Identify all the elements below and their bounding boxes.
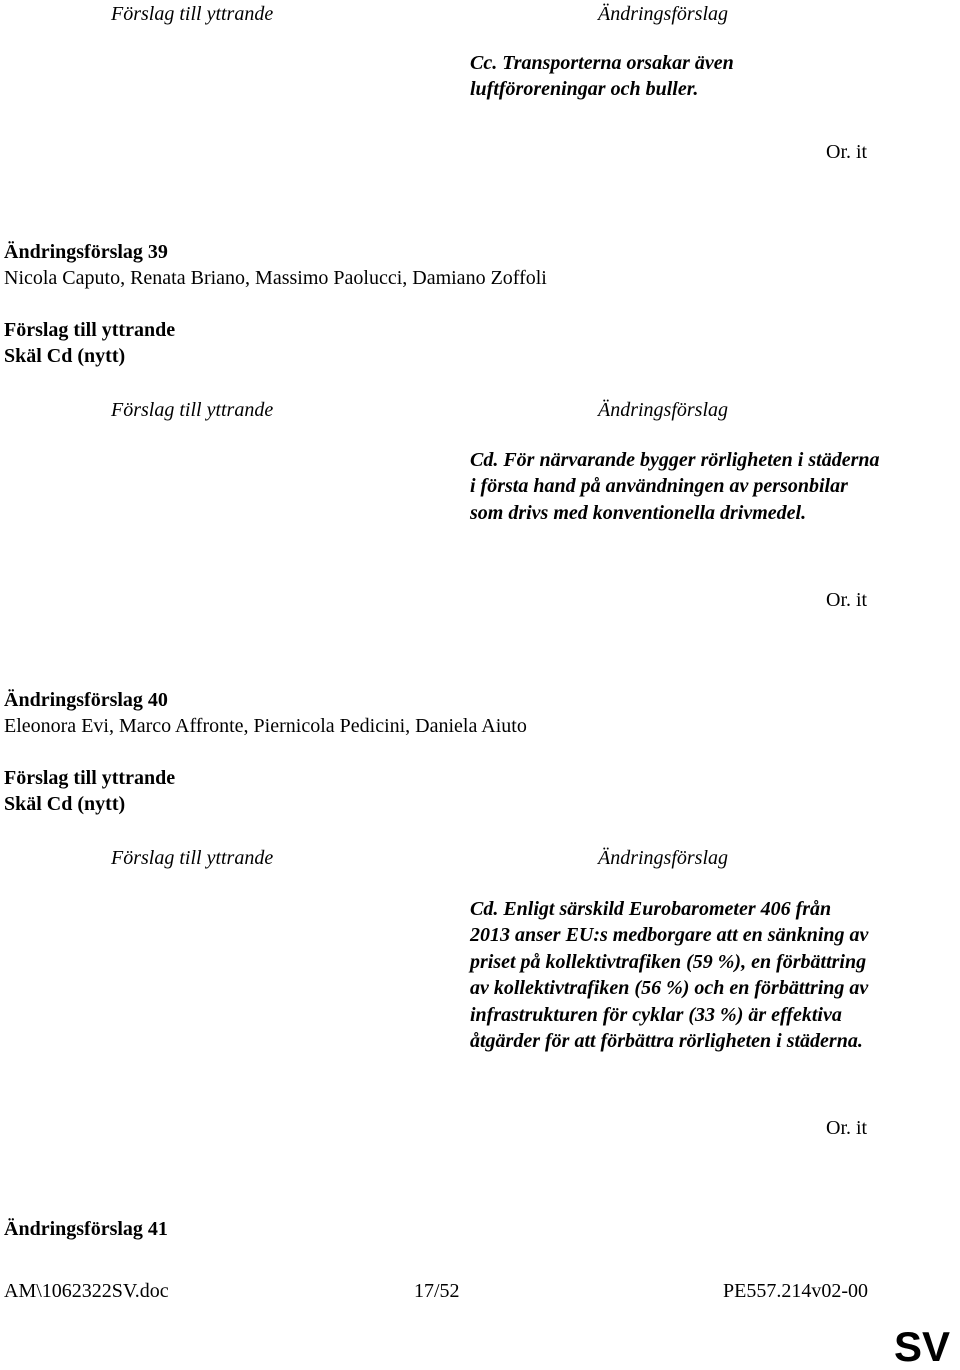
amendment-title: Ändringsförslag 41 (4, 1218, 168, 1240)
amendment-authors: Eleonora Evi, Marco Affronte, Piernicola Pedicini, Daniela Aiuto (4, 715, 527, 737)
opinion-label: Förslag till yttrande (4, 319, 176, 341)
column-header-opinion: Förslag till yttrande (111, 399, 274, 421)
amendment-authors: Nicola Caputo, Renata Briano, Massimo Paolucci, Damiano Zoffoli (4, 267, 547, 289)
original-language: Or. it (826, 1117, 868, 1139)
amendment-text: Cd. Enligt särskild Eurobarometer 406 från 2013 anser EU:s medborgare att en sänkning av priset på kollektivtrafiken (59 %), en förbättring av kollektivtrafiken (56 %) och en förbättring av infrastrukturen för cyklar (33 %) är effektiva åtgärder för att förbättra rörligheten i städerna. (470, 898, 869, 1053)
original-language: Or. it (826, 141, 868, 163)
column-header-opinion: Förslag till yttrande (111, 847, 274, 869)
footer-reference: PE557.214v02-00 (723, 1280, 868, 1302)
column-header-amendment: Ändringsförslag (598, 847, 729, 869)
footer-page-number: 17/52 (414, 1280, 460, 1302)
footer-doc-id: AM\1062322SV.doc (4, 1280, 169, 1302)
column-header-amendment: Ändringsförslag (598, 3, 729, 25)
amendment-title: Ändringsförslag 39 (4, 241, 168, 263)
recital-label: Skäl Cd (nytt) (4, 345, 126, 367)
column-header-amendment: Ändringsförslag (598, 399, 729, 421)
amendment-text: Cc. Transporterna orsakar även luftföroreningar och buller. (470, 52, 734, 101)
recital-label: Skäl Cd (nytt) (4, 793, 126, 815)
amendment-text: Cd. För närvarande bygger rörligheten i städerna i första hand på användningen av personbilar som drivs med konventionella drivmedel. (470, 449, 880, 524)
language-badge: SV (894, 1323, 951, 1370)
column-header-opinion: Förslag till yttrande (111, 3, 274, 25)
original-language: Or. it (826, 589, 868, 611)
opinion-label: Förslag till yttrande (4, 767, 176, 789)
amendment-title: Ändringsförslag 40 (4, 689, 168, 711)
